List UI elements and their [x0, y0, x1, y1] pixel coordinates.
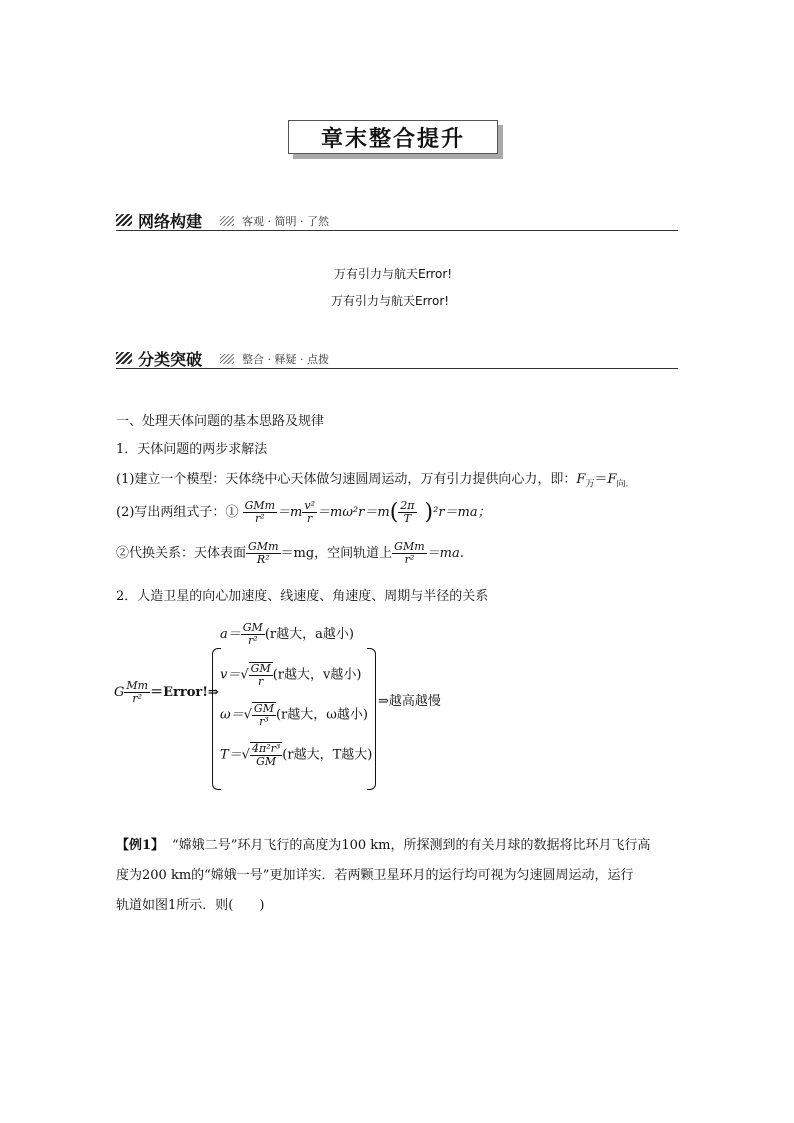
relation-row-a: [220, 622, 354, 647]
formula-operator: ＝: [594, 472, 608, 487]
fraction-denominator: r²: [254, 512, 265, 525]
formula-text: ＝mg，空间轨道上: [280, 546, 393, 561]
formula-text: ②代换关系：天体表面: [116, 546, 247, 561]
formula-text: ＝m: [277, 505, 303, 520]
fraction-numerator: GMm: [394, 540, 425, 553]
formula-text: T＝: [220, 747, 242, 763]
section-heading: 网络构建: [138, 212, 203, 231]
formula-text: v＝: [220, 667, 241, 683]
fraction: [252, 702, 276, 728]
formula-text: (2)写出两组式子：①: [116, 505, 239, 520]
formula-line: (2)写出两组式子：① $\frac{\text{GMm}}{\text{r²}}$ ＝m $\frac{\text{v²}}{r}$ ＝mω²r＝m( $\frac{2\pi}{T}$ )²r＝ma；: [116, 499, 491, 525]
fraction: [246, 541, 280, 566]
relation-left: [114, 680, 219, 705]
fraction: [124, 680, 150, 705]
fraction-denominator: GM: [256, 755, 277, 768]
fraction-denominator: r: [258, 675, 264, 688]
formula-line: [116, 541, 464, 566]
fraction-numerator: v²: [304, 499, 315, 512]
formula-text: (r越大，ω越小): [275, 707, 368, 723]
formula-text: (r越大，v越小): [272, 667, 362, 683]
relation-row-v: v＝√ $\frac{GM}{r}$ (r越大，v越小): [220, 662, 362, 688]
example-text: “嫦娥二号”环月飞行的高度为100 km，所探测到的有关月球的数据将比环月飞行高: [172, 838, 651, 853]
fraction: [398, 500, 416, 525]
fraction-denominator: T: [403, 512, 412, 525]
fraction: [250, 742, 282, 768]
right-brace-icon: [367, 648, 376, 790]
fraction-denominator: R²: [256, 553, 270, 566]
title-box: [288, 120, 498, 154]
fraction-numerator: 2π: [400, 499, 415, 512]
item-title: 2．人造卫星的向心加速度、线速度、角速度、周期与半径的关系: [116, 589, 489, 604]
fraction: [302, 500, 317, 525]
network-line: 万有引力与航天Error!: [334, 267, 453, 281]
example-line: 轨道如图1所示．则( ): [116, 898, 265, 913]
paragraph: [116, 468, 628, 490]
page-title: 章末整合提升: [320, 125, 465, 152]
formula-text: a＝: [220, 627, 241, 642]
relation-row-omega: ω＝√ $\frac{GM}{\text{r³}}$ (r越大，ω越小): [220, 702, 368, 728]
stripe-decoration-icon: [220, 354, 234, 364]
example-tag: 【例1】: [116, 838, 165, 853]
formula-text: (r越大，a越小): [264, 627, 354, 642]
formula-text: ＝Error!⇒: [150, 685, 219, 700]
fraction: [392, 541, 426, 566]
fraction-numerator: Mm: [126, 679, 149, 692]
formula-text: (r越大，T越大): [282, 747, 373, 763]
formula-symbol: F: [576, 472, 586, 487]
fraction-denominator: r³: [259, 715, 269, 728]
fraction: [243, 500, 277, 525]
fraction-numerator: GM: [242, 621, 263, 634]
formula-subscript: 万: [585, 479, 595, 490]
fraction: [241, 622, 265, 647]
fraction-denominator: r: [307, 512, 313, 525]
paragraph-text: (1)建立一个模型：天体绕中心天体做匀速圆周运动，万有引力提供向心力，即：: [116, 472, 577, 487]
section-subtitle: 客观 · 简明 · 了然: [242, 215, 329, 228]
part-title: 一、处理天体问题的基本思路及规律: [116, 414, 325, 429]
fraction-numerator: GM: [253, 702, 274, 715]
relation-right: ⇒越高越慢: [378, 694, 441, 709]
fraction-numerator: GMm: [248, 540, 279, 553]
formula-symbol: F: [607, 472, 617, 487]
formula-subscript: 向.: [616, 479, 629, 490]
formula-text: ²r＝ma；: [433, 505, 491, 520]
fraction-denominator: r²: [404, 553, 415, 566]
example-line: [116, 834, 651, 853]
formula-text: ＝mω²r＝m: [317, 505, 390, 520]
fraction-denominator: r²: [132, 692, 143, 705]
stripe-decoration-icon: [116, 214, 132, 226]
stripe-decoration-icon: [220, 216, 234, 226]
fraction-numerator: GMm: [244, 499, 276, 512]
fraction-numerator: 4π²r³: [251, 742, 281, 755]
formula-text: ω＝: [220, 707, 244, 723]
section-header-network: [116, 212, 678, 231]
section-header-classify: [116, 350, 678, 369]
section-subtitle: 整合 · 释疑 · 点拨: [242, 353, 329, 366]
fraction-denominator: r²: [247, 634, 258, 647]
relation-row-t: T＝√ $\frac{\text{4π²r³}}{GM}$ (r越大，T越大): [220, 742, 373, 768]
section-heading: 分类突破: [138, 350, 203, 369]
formula-text: G: [114, 685, 125, 700]
relation-bracket: [212, 618, 376, 794]
example-line: 度为200 km的“嫦娥一号”更加详实．若两颗卫星环月的运行均可视为匀速圆周运动，运行: [116, 868, 634, 883]
fraction-numerator: GM: [250, 662, 271, 675]
fraction: [249, 662, 273, 688]
formula-text: ＝ma.: [426, 546, 464, 561]
item-title: 1．天体问题的两步求解法: [116, 442, 268, 457]
network-line: 万有引力与航天Error!: [331, 294, 450, 308]
stripe-decoration-icon: [116, 352, 132, 364]
